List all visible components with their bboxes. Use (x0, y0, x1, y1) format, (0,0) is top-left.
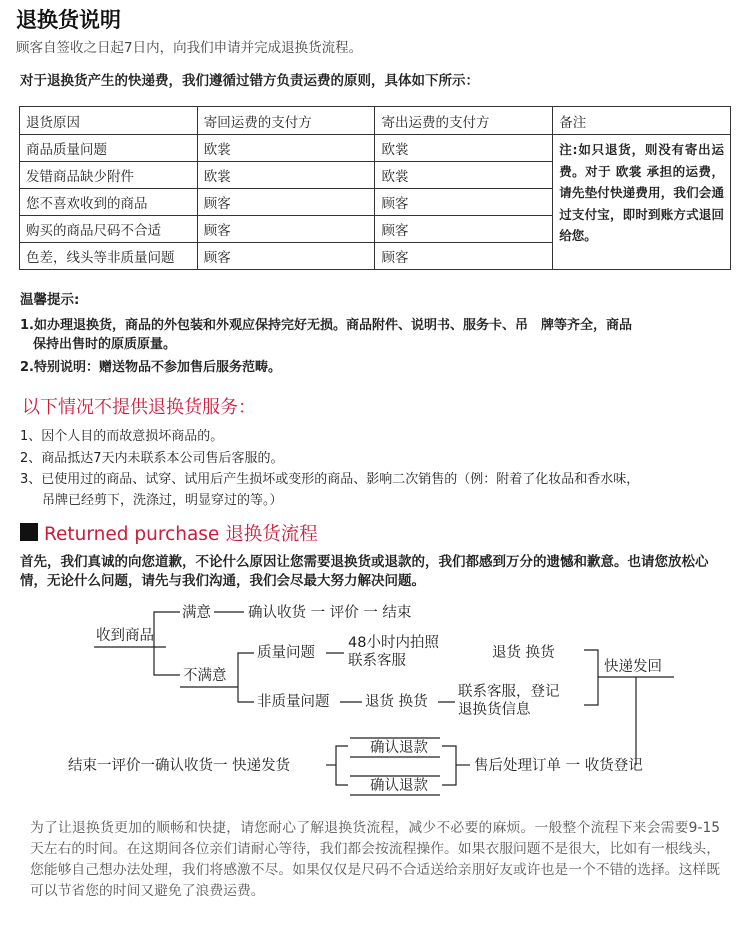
flow-unsatisfied: 不满意 (183, 668, 227, 684)
flow-contact-cs-line1: 联系客服，登记 (458, 684, 560, 700)
no-service-item-3: 3、已使用过的商品、试穿、试用后产生损坏或变形的商品、影响二次销售的（例：附着了化妆品和香水味， (20, 472, 640, 487)
column-header: 寄回运费的支付方 (197, 107, 375, 135)
flow-express-back: 快递发回 (604, 659, 662, 675)
table-note: 注:如只退货，则没有寄出运费。对于 欧裳 承担的运费，请先垫付快递费用，我们会通过支付宝，即时到账方式退回给您。 (553, 135, 731, 270)
closing-paragraph: 为了让退换货更加的顺畅和快捷，请您耐心了解退换货流程，减少不必要的麻烦。一般整个流程下来会需要9-15天左右的时间。在这期间各位亲们请耐心等待，我们都会按流程操作。如果衣服问题不是很大，比如有一根线头，您能够自己想办法处理，我们将感激不尽。如果仅仅是尺码不合适送给亲朋好友或许也是一个不错的选择。这样既可以节省您的时间又避免了浪费运费。 (30, 820, 720, 899)
tip-item-2: 2.特别说明：赠送物品不参加售后服务范畴。 (20, 360, 281, 375)
flow-return-exchange-2: 退货 换货 (365, 694, 428, 710)
no-service-item-2: 2、商品抵达7天内未联系本公司售后客服的。 (20, 451, 284, 466)
flow-connector-unsatisfied (154, 647, 180, 675)
table-cell: 发错商品缺少附件 (20, 162, 198, 189)
flow-connector-satisfied (154, 612, 180, 647)
flow-quality-issue: 质量问题 (257, 645, 315, 661)
table-cell: 欧裳 (197, 162, 375, 189)
flow-satisfied: 满意 (182, 605, 211, 621)
table-cell: 商品质量问题 (20, 135, 198, 162)
tips-title: 温馨提示: (20, 292, 80, 308)
page-subtitle: 顾客自签收之日起7日内，向我们申请并完成退换货流程。 (16, 40, 363, 56)
flow-contact-48h-line1: 48小时内拍照 (348, 635, 439, 651)
table-header-row (20, 107, 731, 135)
flow-contact-48h-line2: 联系客服 (348, 653, 406, 669)
table-cell: 顾客 (375, 243, 553, 270)
column-header: 备注 (553, 107, 731, 135)
flow-satisfied-steps: 确认收货 一 评价 一 结束 (248, 605, 412, 621)
table-cell: 您不喜欢收到的商品 (20, 189, 198, 216)
table-cell: 顾客 (197, 243, 375, 270)
table-cell: 欧裳 (375, 162, 553, 189)
table-cell: 欧裳 (375, 135, 553, 162)
table-cell: 色差，线头等非质量问题 (20, 243, 198, 270)
table-cell: 顾客 (197, 189, 375, 216)
no-service-item-1: 1、因个人目的而故意损坏商品的。 (20, 429, 224, 444)
flow-connector-nonquality (238, 687, 254, 702)
column-header: 寄出运费的支付方 (375, 107, 553, 135)
table-cell: 顾客 (375, 216, 553, 243)
flow-connector-quality (238, 653, 254, 687)
return-process-flowchart (0, 595, 750, 810)
flow-bottom-left-chain: 结束一评价一确认收货一 快递发货 (68, 758, 291, 774)
tip-item-1-continued: 保持出售时的原质原量。 (33, 337, 177, 352)
flow-bracket-left-refund (336, 746, 348, 785)
flow-contact-cs-line2: 退换货信息 (458, 702, 531, 718)
table-cell: 顾客 (375, 189, 553, 216)
table-cell: 欧裳 (197, 135, 375, 162)
table-cell: 购买的商品尺码不合适 (20, 216, 198, 243)
column-header: 退货原因 (20, 107, 198, 135)
flow-non-quality: 非质量问题 (257, 694, 330, 710)
tip-item-1: 1.如办理退换货，商品的外包装和外观应保持完好无损。商品附件、说明书、服务卡、吊 牌等齐全，商品 (20, 318, 632, 333)
flow-confirm-refund-bottom: 确认退款 (370, 778, 428, 794)
section-marker-square (20, 523, 38, 541)
flow-return-exchange: 退货 换货 (492, 645, 555, 661)
table-row (20, 135, 731, 162)
flow-bottom-right-chain: 售后处理订单 一 收货登记 (474, 758, 643, 774)
no-service-title: 以下情况不提供退换货服务： (22, 397, 256, 418)
flow-bracket-right-refund (442, 746, 456, 785)
table-cell: 顾客 (197, 216, 375, 243)
shipping-fee-intro: 对于退换货产生的快递费，我们遵循过错方负责运费的原则，具体如下所示： (20, 73, 479, 89)
apology-paragraph: 首先，我们真诚的向您道歉，不论什么原因让您需要退换货或退款的，我们都感到万分的遗憾和歉意。也请您放松心情，无论什么问题，请先与我们沟通，我们会尽最大努力解决问题。 (20, 554, 709, 589)
no-service-item-3-continued: 吊牌已经剪下，洗涤过，明显穿过的等。） (42, 493, 283, 508)
page-title: 退换货说明 (16, 8, 121, 32)
return-policy-table (19, 106, 731, 270)
flow-confirm-refund-top: 确认退款 (370, 740, 428, 756)
flow-bracket-to-express (584, 650, 598, 705)
flow-received: 收到商品 (96, 628, 154, 644)
process-section-title: Returned purchase 退换货流程 (44, 524, 318, 545)
